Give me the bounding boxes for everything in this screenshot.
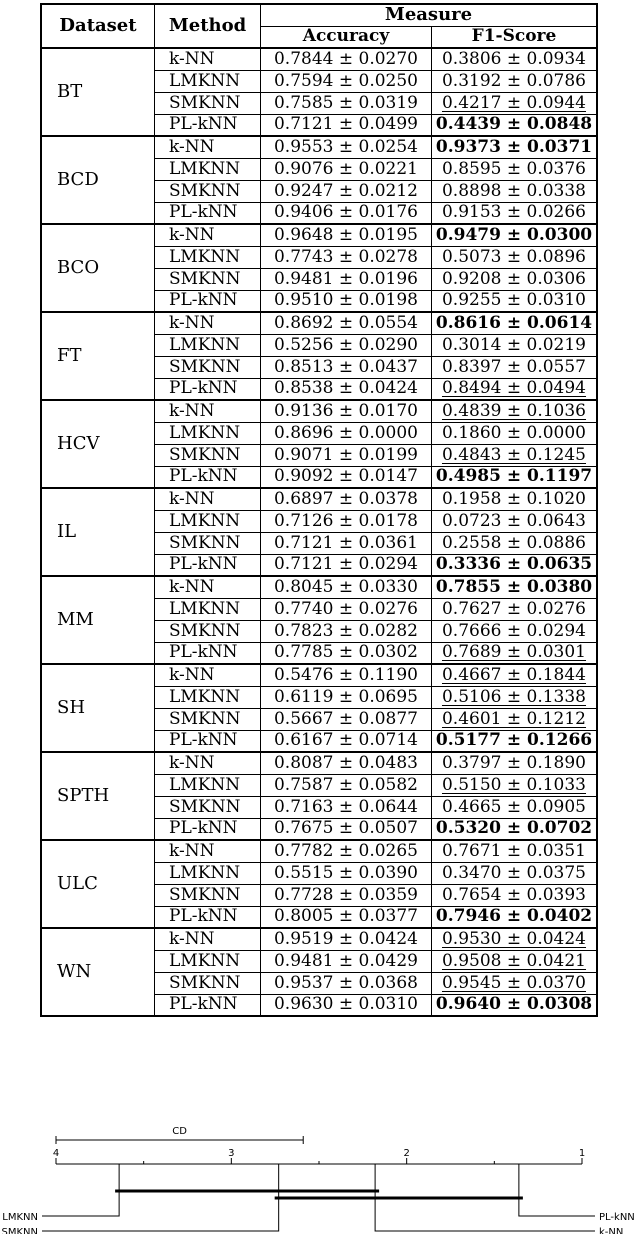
- f1-score-value: [432, 532, 598, 554]
- method-name: k-NN: [155, 752, 261, 774]
- f1-score-value: [432, 312, 598, 334]
- table-row: [41, 576, 597, 598]
- method-name: k-NN: [155, 136, 261, 158]
- dataset-name: WN: [41, 928, 155, 1016]
- accuracy-value: 0.5476 ± 0.1190: [261, 664, 432, 686]
- accuracy-value: 0.6119 ± 0.0695: [261, 686, 432, 708]
- accuracy-value: 0.9630 ± 0.0310: [261, 994, 432, 1016]
- method-name: LMKNN: [155, 510, 261, 532]
- f1-score-text: 0.8494 ± 0.0494: [441, 378, 587, 399]
- f1-score-text: 0.1860 ± 0.0000: [441, 422, 587, 443]
- accuracy-value: 0.7594 ± 0.0250: [261, 70, 432, 92]
- f1-score-text: 0.7855 ± 0.0380: [435, 576, 593, 597]
- method-label: PL-kNN: [599, 1212, 635, 1223]
- accuracy-value: 0.8692 ± 0.0554: [261, 312, 432, 334]
- accuracy-value: 0.9076 ± 0.0221: [261, 158, 432, 180]
- f1-score-value: [432, 708, 598, 730]
- f1-score-text: 0.4985 ± 0.1197: [435, 466, 593, 487]
- f1-score-text: 0.4439 ± 0.0848: [435, 114, 593, 135]
- dataset-name: BCO: [41, 224, 155, 312]
- accuracy-value: 0.6167 ± 0.0714: [261, 730, 432, 752]
- f1-score-text: 0.3014 ± 0.0219: [441, 334, 587, 355]
- method-name: LMKNN: [155, 70, 261, 92]
- accuracy-value: 0.9537 ± 0.0368: [261, 972, 432, 994]
- dataset-name: MM: [41, 576, 155, 664]
- accuracy-value: 0.7126 ± 0.0178: [261, 510, 432, 532]
- f1-score-text: 0.3797 ± 0.1890: [441, 752, 587, 773]
- f1-score-value: [432, 246, 598, 268]
- table-row: [41, 488, 597, 510]
- method-name: SMKNN: [155, 180, 261, 202]
- method-name: SMKNN: [155, 796, 261, 818]
- method-name: PL-kNN: [155, 906, 261, 928]
- f1-score-text: 0.4665 ± 0.0905: [441, 796, 587, 817]
- f1-score-value: [432, 114, 598, 136]
- f1-score-value: [432, 290, 598, 312]
- f1-score-text: 0.4839 ± 0.1036: [441, 400, 587, 421]
- f1-score-value: [432, 972, 598, 994]
- f1-score-value: [432, 620, 598, 642]
- accuracy-value: 0.8005 ± 0.0377: [261, 906, 432, 928]
- f1-score-text: 0.7946 ± 0.0402: [435, 906, 593, 927]
- method-name: SMKNN: [155, 92, 261, 114]
- f1-score-text: 0.7627 ± 0.0276: [441, 598, 587, 619]
- table-row: [41, 48, 597, 70]
- accuracy-value: 0.8696 ± 0.0000: [261, 422, 432, 444]
- f1-score-text: 0.5177 ± 0.1266: [435, 730, 593, 751]
- method-name: k-NN: [155, 840, 261, 862]
- method-name: PL-kNN: [155, 642, 261, 664]
- f1-score-text: 0.3336 ± 0.0635: [435, 554, 593, 575]
- header-method: Method: [155, 4, 261, 48]
- accuracy-value: 0.7743 ± 0.0278: [261, 246, 432, 268]
- f1-score-value: [432, 884, 598, 906]
- f1-score-value: [432, 686, 598, 708]
- method-name: PL-kNN: [155, 114, 261, 136]
- accuracy-value: 0.9247 ± 0.0212: [261, 180, 432, 202]
- method-label: LMKNN: [2, 1212, 38, 1223]
- dataset-name: SPTH: [41, 752, 155, 840]
- accuracy-value: 0.5515 ± 0.0390: [261, 862, 432, 884]
- method-name: k-NN: [155, 312, 261, 334]
- f1-score-text: 0.2558 ± 0.0886: [441, 532, 587, 553]
- results-table: [40, 3, 598, 1017]
- accuracy-value: 0.8045 ± 0.0330: [261, 576, 432, 598]
- dataset-name: FT: [41, 312, 155, 400]
- method-name: k-NN: [155, 576, 261, 598]
- f1-score-text: 0.5150 ± 0.1033: [441, 774, 587, 795]
- method-name: PL-kNN: [155, 994, 261, 1016]
- f1-score-text: 0.8595 ± 0.0376: [441, 158, 587, 179]
- f1-score-text: 0.9373 ± 0.0371: [435, 136, 593, 157]
- f1-score-text: 0.7654 ± 0.0393: [441, 884, 587, 905]
- tick-label: 3: [228, 1148, 235, 1159]
- method-name: LMKNN: [155, 158, 261, 180]
- f1-score-value: [432, 48, 598, 70]
- accuracy-value: 0.7728 ± 0.0359: [261, 884, 432, 906]
- f1-score-text: 0.9208 ± 0.0306: [441, 268, 587, 289]
- header-accuracy: Accuracy: [261, 26, 432, 48]
- method-name: PL-kNN: [155, 554, 261, 576]
- table-row: [41, 664, 597, 686]
- accuracy-value: 0.8538 ± 0.0424: [261, 378, 432, 400]
- accuracy-value: 0.7823 ± 0.0282: [261, 620, 432, 642]
- f1-score-text: 0.9530 ± 0.0424: [441, 928, 587, 949]
- f1-score-value: [432, 466, 598, 488]
- f1-score-text: 0.0723 ± 0.0643: [441, 510, 587, 531]
- table-row: [41, 312, 597, 334]
- f1-score-text: 0.8616 ± 0.0614: [435, 312, 593, 333]
- f1-score-value: [432, 268, 598, 290]
- f1-score-value: [432, 840, 598, 862]
- f1-score-value: [432, 664, 598, 686]
- f1-score-value: [432, 488, 598, 510]
- f1-score-value: [432, 818, 598, 840]
- f1-score-text: 0.9545 ± 0.0370: [441, 972, 587, 993]
- dataset-name: IL: [41, 488, 155, 576]
- f1-score-value: [432, 70, 598, 92]
- f1-score-text: 0.3470 ± 0.0375: [441, 862, 587, 883]
- accuracy-value: 0.9519 ± 0.0424: [261, 928, 432, 950]
- f1-score-value: [432, 378, 598, 400]
- method-line: [42, 1164, 119, 1216]
- f1-score-text: 0.9153 ± 0.0266: [441, 202, 587, 223]
- f1-score-text: 0.9255 ± 0.0310: [441, 290, 587, 311]
- method-name: SMKNN: [155, 620, 261, 642]
- accuracy-value: 0.7740 ± 0.0276: [261, 598, 432, 620]
- f1-score-value: [432, 92, 598, 114]
- f1-score-text: 0.5320 ± 0.0702: [435, 818, 593, 839]
- f1-score-text: 0.7666 ± 0.0294: [441, 620, 587, 641]
- f1-score-text: 0.4843 ± 0.1245: [441, 444, 587, 465]
- f1-score-text: 0.3806 ± 0.0934: [441, 48, 587, 69]
- method-name: SMKNN: [155, 972, 261, 994]
- f1-score-text: 0.4217 ± 0.0944: [441, 92, 587, 113]
- accuracy-value: 0.7844 ± 0.0270: [261, 48, 432, 70]
- method-name: PL-kNN: [155, 818, 261, 840]
- method-name: LMKNN: [155, 686, 261, 708]
- f1-score-value: [432, 444, 598, 466]
- accuracy-value: 0.9092 ± 0.0147: [261, 466, 432, 488]
- f1-score-text: 0.9479 ± 0.0300: [435, 224, 593, 245]
- f1-score-value: [432, 400, 598, 422]
- f1-score-text: 0.8898 ± 0.0338: [441, 180, 587, 201]
- accuracy-value: 0.9510 ± 0.0198: [261, 290, 432, 312]
- table-row: [41, 928, 597, 950]
- method-name: LMKNN: [155, 246, 261, 268]
- cd-label: CD: [172, 1126, 187, 1137]
- f1-score-text: 0.9508 ± 0.0421: [441, 950, 587, 971]
- accuracy-value: 0.9481 ± 0.0196: [261, 268, 432, 290]
- method-name: PL-kNN: [155, 290, 261, 312]
- table-row: [41, 400, 597, 422]
- method-name: k-NN: [155, 664, 261, 686]
- accuracy-value: 0.9406 ± 0.0176: [261, 202, 432, 224]
- f1-score-value: [432, 862, 598, 884]
- method-name: SMKNN: [155, 532, 261, 554]
- table-row: [41, 224, 597, 246]
- f1-score-text: 0.3192 ± 0.0786: [441, 70, 587, 91]
- method-name: PL-kNN: [155, 466, 261, 488]
- dataset-name: BT: [41, 48, 155, 136]
- method-name: LMKNN: [155, 774, 261, 796]
- accuracy-value: 0.8087 ± 0.0483: [261, 752, 432, 774]
- f1-score-value: [432, 950, 598, 972]
- accuracy-value: 0.9553 ± 0.0254: [261, 136, 432, 158]
- accuracy-value: 0.9136 ± 0.0170: [261, 400, 432, 422]
- method-name: k-NN: [155, 928, 261, 950]
- f1-score-value: [432, 906, 598, 928]
- dataset-name: HCV: [41, 400, 155, 488]
- tick-label: 1: [578, 1148, 586, 1159]
- accuracy-value: 0.9481 ± 0.0429: [261, 950, 432, 972]
- accuracy-value: 0.5256 ± 0.0290: [261, 334, 432, 356]
- f1-score-text: 0.5106 ± 0.1338: [441, 686, 587, 707]
- method-name: k-NN: [155, 400, 261, 422]
- accuracy-value: 0.7163 ± 0.0644: [261, 796, 432, 818]
- accuracy-value: 0.7121 ± 0.0499: [261, 114, 432, 136]
- method-name: LMKNN: [155, 598, 261, 620]
- f1-score-value: [432, 928, 598, 950]
- method-name: PL-kNN: [155, 730, 261, 752]
- f1-score-value: [432, 598, 598, 620]
- dataset-name: SH: [41, 664, 155, 752]
- method-line: [519, 1164, 595, 1216]
- f1-score-value: [432, 752, 598, 774]
- header-measure: Measure: [261, 4, 598, 26]
- f1-score-value: [432, 422, 598, 444]
- critical-difference-diagram: [0, 1115, 640, 1234]
- accuracy-value: 0.9648 ± 0.0195: [261, 224, 432, 246]
- tick-label: 2: [403, 1148, 410, 1159]
- f1-score-value: [432, 642, 598, 664]
- accuracy-value: 0.7121 ± 0.0361: [261, 532, 432, 554]
- f1-score-text: 0.5073 ± 0.0896: [441, 246, 587, 267]
- accuracy-value: 0.8513 ± 0.0437: [261, 356, 432, 378]
- accuracy-value: 0.6897 ± 0.0378: [261, 488, 432, 510]
- dataset-name: BCD: [41, 136, 155, 224]
- f1-score-text: 0.9640 ± 0.0308: [435, 994, 593, 1015]
- accuracy-value: 0.9071 ± 0.0199: [261, 444, 432, 466]
- f1-score-value: [432, 510, 598, 532]
- f1-score-text: 0.8397 ± 0.0557: [441, 356, 587, 377]
- method-label: k-NN: [599, 1227, 624, 1234]
- f1-score-text: 0.7671 ± 0.0351: [441, 840, 587, 861]
- f1-score-text: 0.7689 ± 0.0301: [441, 642, 587, 663]
- f1-score-value: [432, 356, 598, 378]
- f1-score-value: [432, 576, 598, 598]
- f1-score-value: [432, 796, 598, 818]
- method-name: SMKNN: [155, 884, 261, 906]
- f1-score-value: [432, 730, 598, 752]
- f1-score-value: [432, 994, 598, 1016]
- table-row: [41, 840, 597, 862]
- method-name: LMKNN: [155, 862, 261, 884]
- method-name: SMKNN: [155, 444, 261, 466]
- method-name: k-NN: [155, 48, 261, 70]
- method-name: k-NN: [155, 488, 261, 510]
- f1-score-text: 0.1958 ± 0.1020: [441, 488, 587, 509]
- accuracy-value: 0.7785 ± 0.0302: [261, 642, 432, 664]
- f1-score-text: 0.4601 ± 0.1212: [441, 708, 587, 729]
- tick-label: 4: [52, 1148, 60, 1159]
- f1-score-text: 0.4667 ± 0.1844: [441, 664, 587, 685]
- method-name: LMKNN: [155, 422, 261, 444]
- method-line: [42, 1164, 279, 1231]
- method-name: LMKNN: [155, 950, 261, 972]
- f1-score-value: [432, 224, 598, 246]
- f1-score-value: [432, 158, 598, 180]
- f1-score-value: [432, 180, 598, 202]
- header-dataset: Dataset: [41, 4, 155, 48]
- method-name: PL-kNN: [155, 202, 261, 224]
- accuracy-value: 0.7121 ± 0.0294: [261, 554, 432, 576]
- f1-score-value: [432, 554, 598, 576]
- table-row: [41, 136, 597, 158]
- method-name: SMKNN: [155, 356, 261, 378]
- f1-score-value: [432, 202, 598, 224]
- method-name: SMKNN: [155, 708, 261, 730]
- method-name: LMKNN: [155, 334, 261, 356]
- method-name: k-NN: [155, 224, 261, 246]
- header-f1-score: F1-Score: [432, 26, 598, 48]
- table-row: [41, 752, 597, 774]
- accuracy-value: 0.7585 ± 0.0319: [261, 92, 432, 114]
- dataset-name: ULC: [41, 840, 155, 928]
- accuracy-value: 0.7675 ± 0.0507: [261, 818, 432, 840]
- accuracy-value: 0.7587 ± 0.0582: [261, 774, 432, 796]
- f1-score-value: [432, 136, 598, 158]
- accuracy-value: 0.7782 ± 0.0265: [261, 840, 432, 862]
- accuracy-value: 0.5667 ± 0.0877: [261, 708, 432, 730]
- results-body: [41, 48, 597, 1016]
- method-name: PL-kNN: [155, 378, 261, 400]
- method-name: SMKNN: [155, 268, 261, 290]
- f1-score-value: [432, 334, 598, 356]
- method-label: SMKNN: [1, 1227, 38, 1234]
- f1-score-value: [432, 774, 598, 796]
